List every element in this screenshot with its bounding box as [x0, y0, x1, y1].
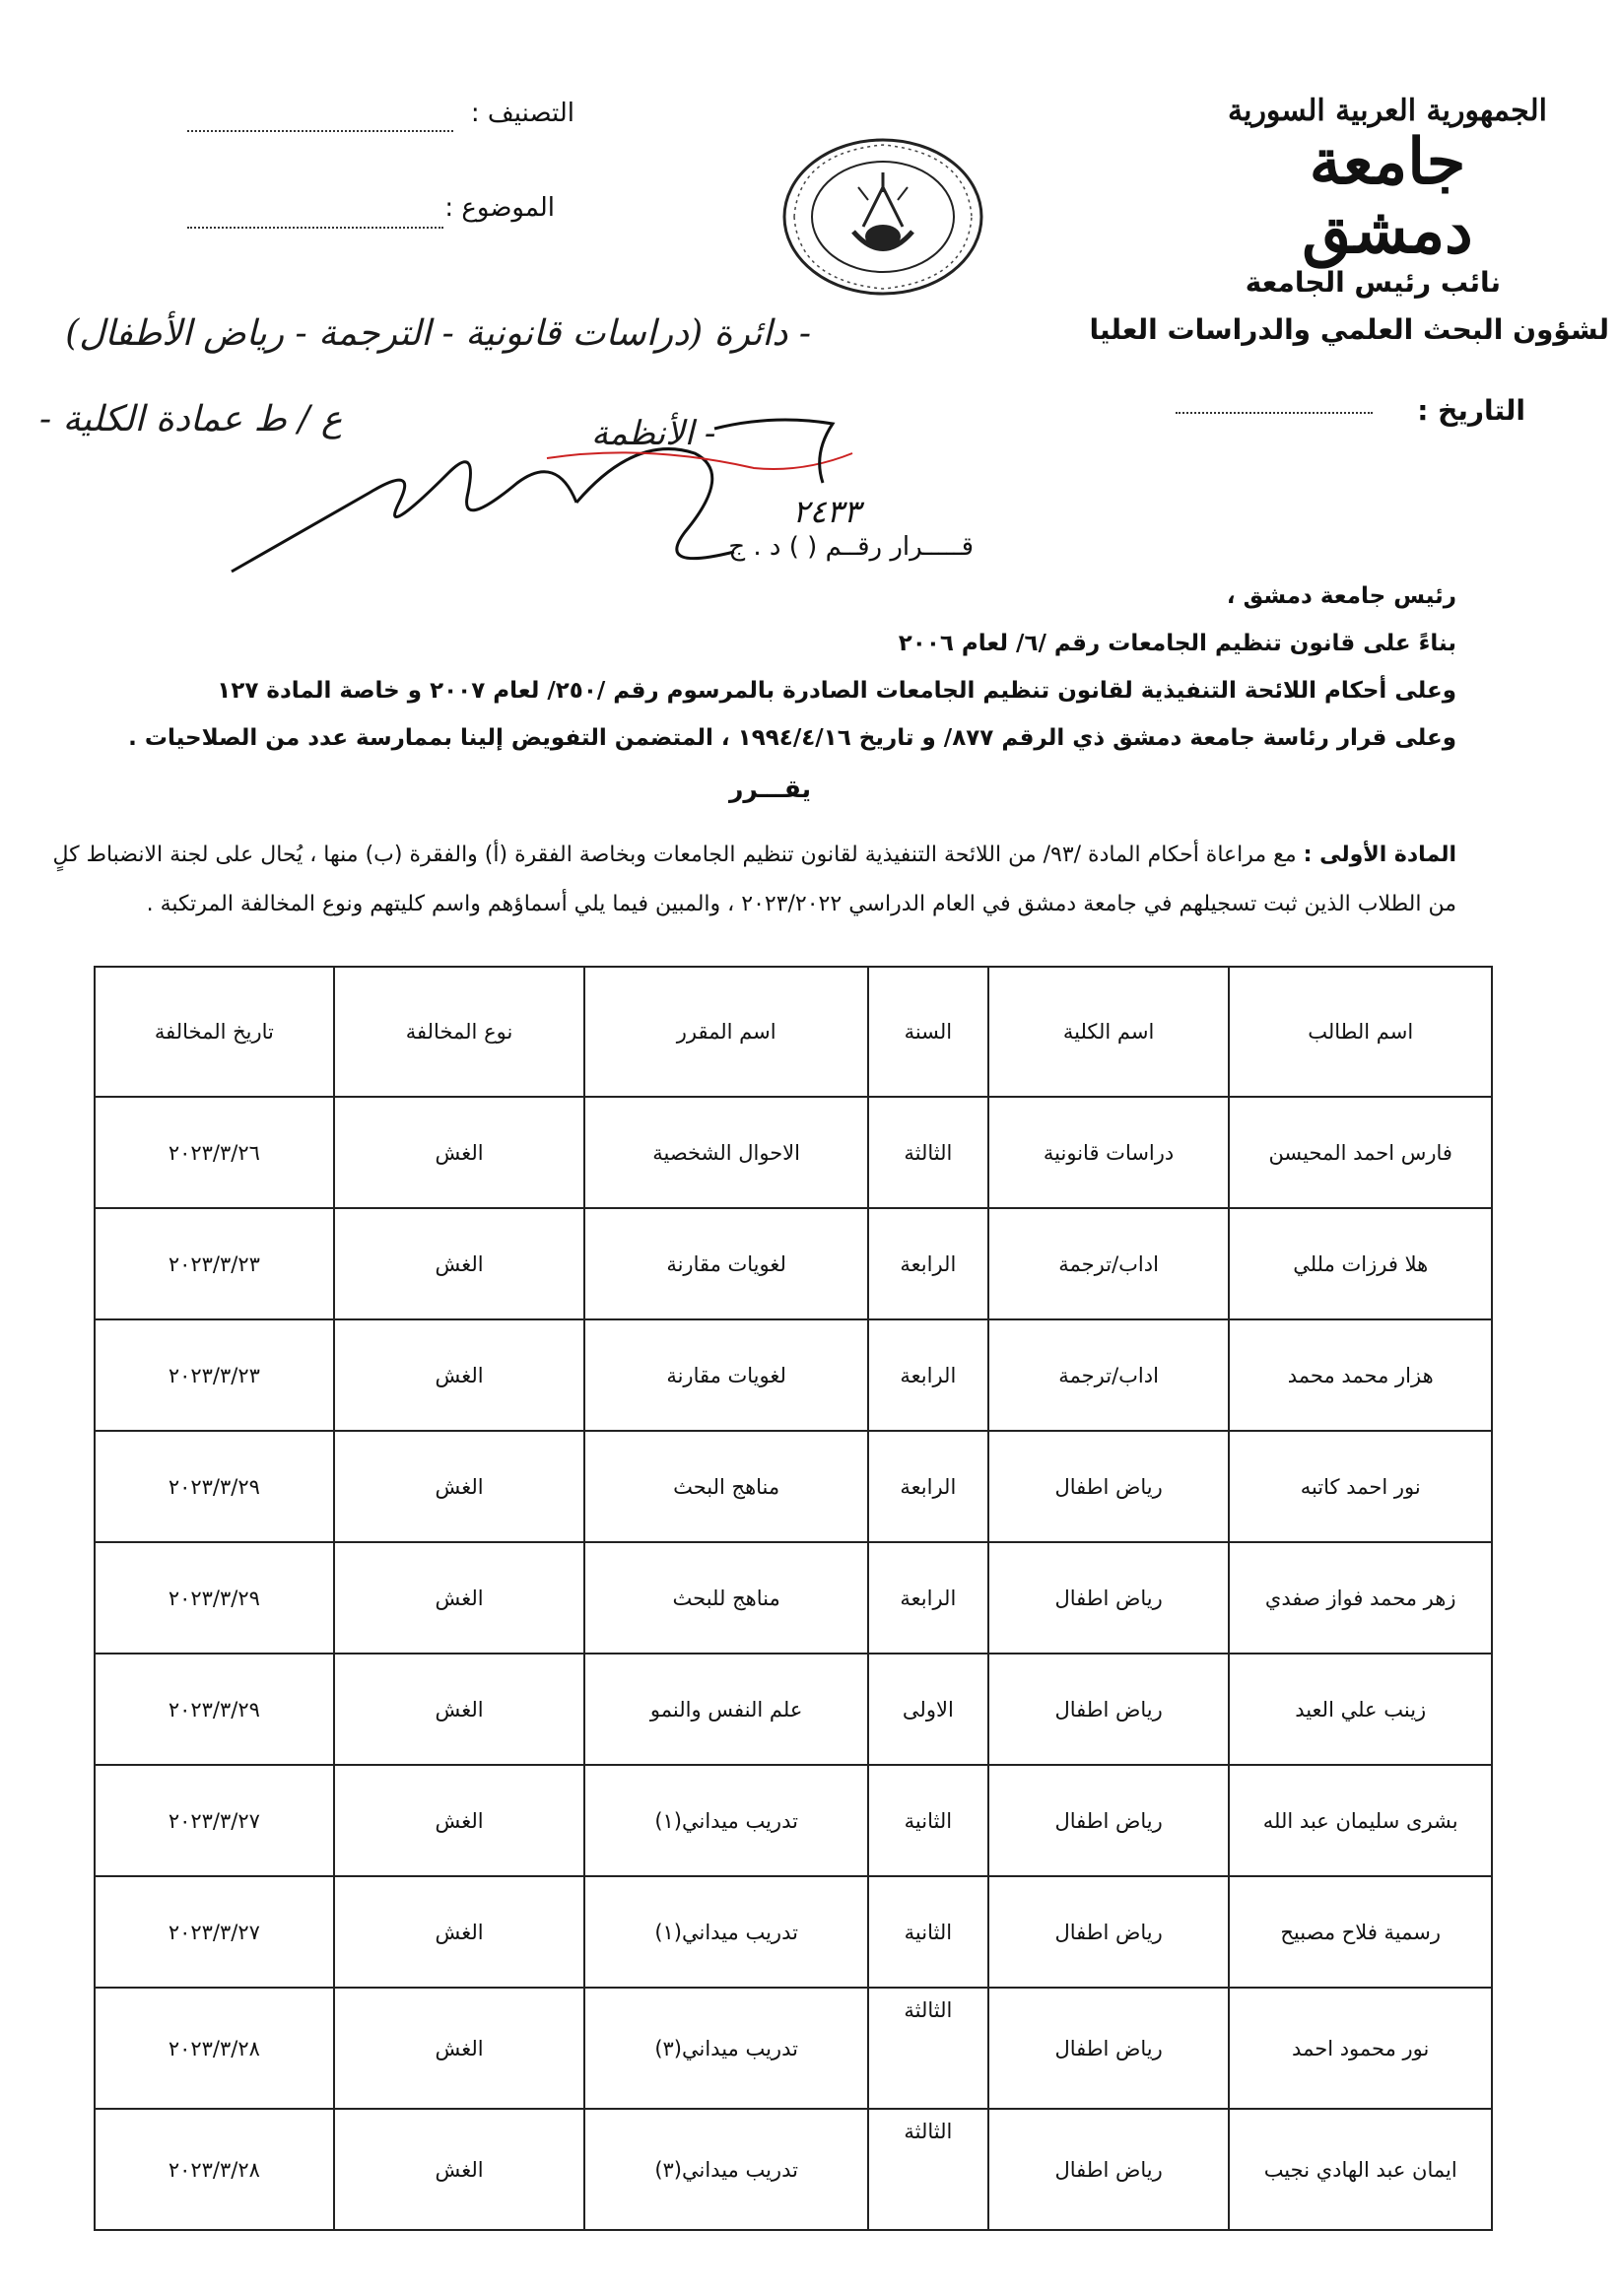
- cell-year: الثانية: [868, 1876, 988, 1988]
- cell-student: نور محمود احمد: [1229, 1988, 1492, 2109]
- cell-violation: الغش: [334, 1208, 585, 1319]
- preamble-line-2: بناءً على قانون تنظيم الجامعات رقم /٦/ لعام ٢٠٠٦: [898, 631, 1456, 656]
- decides-heading: يقـــرر: [729, 775, 811, 803]
- cell-violation: الغش: [334, 1431, 585, 1542]
- preamble-line-3: وعلى أحكام اللائحة التنفيذية لقانون تنظيم الجامعات الصادرة بالمرسوم رقم /٢٥٠/ لعام ٢٠٠٧ و خاصة المادة ١٢٧: [217, 678, 1456, 704]
- cell-student: هزار محمد محمد: [1229, 1319, 1492, 1431]
- cell-college: رياض اطفال: [988, 1765, 1230, 1876]
- table-header-row: [95, 967, 1492, 1097]
- header-year: السنة: [868, 967, 988, 1097]
- header-date: تاريخ المخالفة: [95, 967, 334, 1097]
- cell-violation: الغش: [334, 2109, 585, 2230]
- table-row: [95, 1542, 1492, 1654]
- cell-student: هلا فرزات مللي: [1229, 1208, 1492, 1319]
- cell-course: مناهج للبحث: [584, 1542, 868, 1654]
- cell-course: مناهج البحث: [584, 1431, 868, 1542]
- cell-college: اداب/ترجمة: [988, 1319, 1230, 1431]
- cell-date: ٢٠٢٣/٣/٢٧: [95, 1765, 334, 1876]
- cell-date: ٢٠٢٣/٣/٢٣: [95, 1319, 334, 1431]
- cell-date: ٢٠٢٣/٣/٢٨: [95, 1988, 334, 2109]
- cell-student: فارس احمد المحيسن: [1229, 1097, 1492, 1208]
- cell-date: ٢٠٢٣/٣/٢٧: [95, 1876, 334, 1988]
- handwritten-deanship-note: ع / ط عمادة الكلية -: [39, 399, 343, 439]
- subject-field: [187, 227, 443, 229]
- cell-violation: الغش: [334, 1319, 585, 1431]
- cell-violation: الغش: [334, 1765, 585, 1876]
- cell-violation: الغش: [334, 1654, 585, 1765]
- cell-college: دراسات قانونية: [988, 1097, 1230, 1208]
- table-row: [95, 1988, 1492, 2109]
- table-row: [95, 1319, 1492, 1431]
- cell-college: رياض اطفال: [988, 1654, 1230, 1765]
- table-row: [95, 1097, 1492, 1208]
- university-seal-icon: [775, 133, 991, 301]
- cell-year: الثانية: [868, 1765, 988, 1876]
- cell-violation: الغش: [334, 1988, 585, 2109]
- handwritten-regulations-note: - الأنظمة: [591, 414, 716, 453]
- cell-date: ٢٠٢٣/٣/٢٣: [95, 1208, 334, 1319]
- date-label: التاريخ :: [1417, 394, 1525, 427]
- table-row: [95, 1765, 1492, 1876]
- cell-date: ٢٠٢٣/٣/٢٩: [95, 1542, 334, 1654]
- cell-year: الرابعة: [868, 1431, 988, 1542]
- cell-course: تدريب ميداني(١): [584, 1876, 868, 1988]
- cell-violation: الغش: [334, 1542, 585, 1654]
- preamble-line-4: وعلى قرار رئاسة جامعة دمشق ذي الرقم ٨٧٧/ و تاريخ ١٩٩٤/٤/١٦ ، المتضمن التفويض إلينا بممارسة عدد من الصلاحيات .: [128, 725, 1456, 751]
- cell-college: رياض اطفال: [988, 1876, 1230, 1988]
- cell-course: تدريب ميداني(٣): [584, 2109, 868, 2230]
- cell-date: ٢٠٢٣/٣/٢٩: [95, 1654, 334, 1765]
- cell-student: زهر محمد فواز صفدي: [1229, 1542, 1492, 1654]
- cell-student: زينب علي العيد: [1229, 1654, 1492, 1765]
- date-field: [1176, 412, 1373, 414]
- handwritten-routing-note: - دائرة (دراسات قانونية - الترجمة - رياض الأطفال): [65, 313, 811, 354]
- cell-student: نور احمد كاتبه: [1229, 1431, 1492, 1542]
- cell-year: الرابعة: [868, 1319, 988, 1431]
- header-course: اسم المقرر: [584, 967, 868, 1097]
- table-row: [95, 1208, 1492, 1319]
- cell-student: بشرى سليمان عبد الله: [1229, 1765, 1492, 1876]
- cell-date: ٢٠٢٣/٣/٢٩: [95, 1431, 334, 1542]
- cell-year: الرابعة: [868, 1542, 988, 1654]
- cell-year: الثالثة: [868, 1097, 988, 1208]
- university-letterhead: [1225, 94, 1550, 267]
- cell-college: رياض اطفال: [988, 1542, 1230, 1654]
- header-college: اسم الكلية: [988, 967, 1230, 1097]
- cell-date: ٢٠٢٣/٣/٢٦: [95, 1097, 334, 1208]
- table-row: [95, 1654, 1492, 1765]
- cell-course: تدريب ميداني(٣): [584, 1988, 868, 2109]
- header-student-name: اسم الطالب: [1229, 967, 1492, 1097]
- cell-student: رسمية فلاح مصبيح: [1229, 1876, 1492, 1988]
- table-row: [95, 2109, 1492, 2230]
- cell-college: اداب/ترجمة: [988, 1208, 1230, 1319]
- cell-year: الاولى: [868, 1654, 988, 1765]
- cell-course: تدريب ميداني(١): [584, 1765, 868, 1876]
- decision-number-label: قـــــرار رقــم ( ) د . ج: [728, 532, 974, 562]
- students-table: [94, 966, 1493, 2231]
- cell-college: رياض اطفال: [988, 1988, 1230, 2109]
- cell-course: لغويات مقارنة: [584, 1208, 868, 1319]
- university-name: جامعة دمشق: [1302, 125, 1473, 269]
- cell-violation: الغش: [334, 1097, 585, 1208]
- cell-year: الرابعة: [868, 1208, 988, 1319]
- handwritten-decision-number: ٢٤٣٣: [792, 493, 860, 530]
- cell-student: ايمان عبد الهادي نجيب: [1229, 2109, 1492, 2230]
- cell-college: رياض اطفال: [988, 1431, 1230, 1542]
- cell-college: رياض اطفال: [988, 2109, 1230, 2230]
- article1-title: المادة الأولى :: [1303, 843, 1456, 867]
- republic-name: الجمهورية العربية السورية: [1228, 94, 1547, 128]
- classification-field: [187, 130, 453, 132]
- cell-year: الثالثة: [868, 2109, 988, 2230]
- article1-line-1: [52, 843, 1456, 867]
- cell-course: علم النفس والنمو: [584, 1654, 868, 1765]
- preamble-line-1: رئيس جامعة دمشق ،: [1226, 583, 1456, 609]
- cell-date: ٢٠٢٣/٣/٢٨: [95, 2109, 334, 2230]
- cell-course: لغويات مقارنة: [584, 1319, 868, 1431]
- vice-president-title: نائب رئيس الجامعة: [1245, 266, 1501, 299]
- article1-text-1: مع مراعاة أحكام المادة /٩٣/ من اللائحة التنفيذية لقانون تنظيم الجامعات وبخاصة الفقرة (أ) والفقرة (ب) منها ، يُحال على لجنة الانضباط كلٍ: [52, 843, 1297, 867]
- table-row: [95, 1876, 1492, 1988]
- classification-label: التصنيف :: [470, 99, 574, 128]
- cell-course: الاحوال الشخصية: [584, 1097, 868, 1208]
- table-row: [95, 1431, 1492, 1542]
- cell-year: الثالثة: [868, 1988, 988, 2109]
- department-title: لشؤون البحث العلمي والدراسات العليا: [1089, 313, 1609, 346]
- article1-text-2: من الطلاب الذين ثبت تسجيلهم في جامعة دمشق في العام الدراسي ٢٠٢٣/٢٠٢٢ ، والمبين فيما يلي أسماؤهم واسم كليتهم ونوع المخالفة المرتكبة .: [146, 892, 1456, 916]
- cell-violation: الغش: [334, 1876, 585, 1988]
- subject-label: الموضوع :: [444, 193, 555, 223]
- header-violation: نوع المخالفة: [334, 967, 585, 1097]
